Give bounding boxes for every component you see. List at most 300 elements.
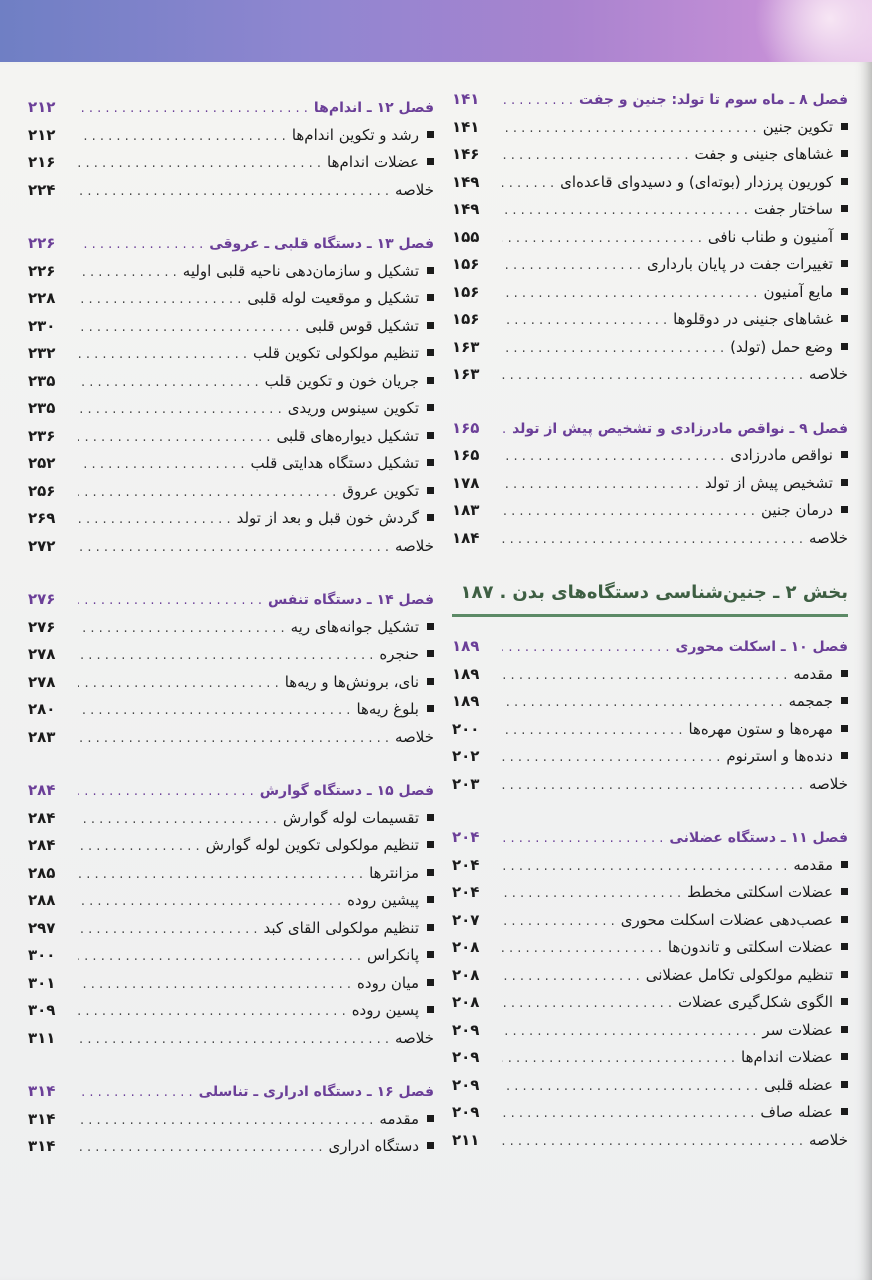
toc-entry bbox=[452, 525, 848, 553]
entry-title: بلوغ ریه‌ها bbox=[356, 700, 419, 718]
entry-title: خلاصه bbox=[808, 528, 848, 547]
toc-entry bbox=[452, 907, 848, 935]
leader-dots bbox=[502, 526, 803, 554]
page-number: ۱۶۵ bbox=[452, 418, 480, 437]
toc-entry bbox=[452, 716, 848, 744]
square-bullet-icon bbox=[427, 459, 434, 466]
toc-entry bbox=[452, 306, 848, 334]
square-bullet-icon bbox=[841, 1053, 848, 1060]
toc-entry bbox=[28, 368, 434, 396]
toc-entry bbox=[452, 962, 848, 990]
page-number: ۱۴۱ bbox=[452, 117, 480, 136]
entry-title: تشخیص پیش از تولد bbox=[704, 473, 833, 492]
entry-title: تشکیل دیواره‌های قلبی bbox=[276, 426, 419, 445]
entry-title: عضلات اندام‌ها bbox=[741, 1048, 833, 1066]
leader-dots bbox=[502, 87, 573, 115]
chapter-8 bbox=[452, 86, 848, 389]
square-bullet-icon bbox=[427, 349, 434, 356]
page-number: ۲۰۴ bbox=[452, 883, 480, 901]
entry-title: تکوین جنین bbox=[762, 117, 833, 136]
item-list bbox=[28, 1106, 434, 1161]
leader-dots bbox=[78, 1079, 193, 1107]
toc-entry bbox=[452, 470, 848, 498]
entry-title: جریان خون و تکوین قلب bbox=[264, 371, 419, 390]
page-number: ۲۳۰ bbox=[28, 316, 56, 335]
page-number: ۲۳۵ bbox=[28, 399, 56, 417]
page-number: ۱۸۳ bbox=[452, 501, 480, 519]
page-number: ۲۰۸ bbox=[452, 938, 480, 956]
toc-entry bbox=[452, 852, 848, 880]
toc-entry bbox=[28, 915, 434, 943]
chapter-heading bbox=[28, 230, 434, 258]
toc-entry bbox=[452, 989, 848, 1017]
leader-dots bbox=[502, 335, 724, 363]
leader-dots bbox=[78, 178, 389, 206]
item-list bbox=[452, 661, 848, 799]
entry-title: پانکراس bbox=[367, 946, 419, 964]
square-bullet-icon bbox=[427, 623, 434, 630]
entry-title: تغییرات جفت در پایان بارداری bbox=[647, 255, 833, 273]
entry-title: ساختار جفت bbox=[753, 200, 833, 218]
square-bullet-icon bbox=[427, 924, 434, 931]
cover-glow bbox=[732, 0, 872, 62]
page-number: ۱۵۶ bbox=[452, 310, 480, 328]
leader-dots bbox=[78, 123, 286, 151]
item-list bbox=[28, 258, 434, 561]
toc-entry bbox=[452, 688, 848, 716]
square-bullet-icon bbox=[427, 814, 434, 821]
page-number: ۲۷۸ bbox=[28, 645, 56, 663]
toc-entry bbox=[28, 860, 434, 888]
page-number: ۲۶۹ bbox=[28, 509, 56, 527]
leader-dots bbox=[502, 170, 554, 198]
page-number: ۱۶۳ bbox=[452, 365, 480, 383]
square-bullet-icon bbox=[841, 178, 848, 185]
page-number: ۱۸۹ bbox=[452, 637, 480, 655]
entry-title: تشکیل و سازمان‌دهی ناحیه قلبی اولیه bbox=[182, 261, 419, 280]
entry-title: مقدمه bbox=[793, 664, 833, 683]
square-bullet-icon bbox=[427, 705, 434, 712]
page-number: ۲۷۶ bbox=[28, 590, 56, 608]
chapter-heading bbox=[452, 633, 848, 661]
leader-dots bbox=[78, 396, 282, 424]
leader-dots bbox=[502, 825, 663, 853]
leader-dots bbox=[78, 943, 361, 971]
toc-entry bbox=[452, 442, 848, 470]
entry-title: خلاصه bbox=[394, 727, 434, 746]
leader-dots bbox=[78, 341, 247, 369]
item-list bbox=[452, 442, 848, 552]
leader-dots bbox=[502, 744, 720, 772]
square-bullet-icon bbox=[427, 896, 434, 903]
toc-right-column bbox=[452, 86, 848, 1180]
leader-dots bbox=[78, 697, 350, 725]
entry-title: نواقص مادرزادی bbox=[730, 446, 833, 464]
page-number: ۱۵۵ bbox=[452, 227, 480, 246]
page-number: ۲۸۴ bbox=[28, 836, 56, 854]
page-number: ۲۸۵ bbox=[28, 863, 56, 882]
toc-left-column bbox=[28, 94, 434, 1187]
part-separator: . bbox=[499, 582, 507, 603]
toc-entry bbox=[452, 361, 848, 389]
page-number: ۱۷۸ bbox=[452, 473, 480, 492]
leader-dots bbox=[502, 1100, 754, 1128]
square-bullet-icon bbox=[427, 1142, 434, 1149]
page-number: ۲۸۴ bbox=[28, 808, 56, 827]
square-bullet-icon bbox=[427, 514, 434, 521]
leader-dots bbox=[502, 252, 641, 280]
toc-entry bbox=[28, 724, 434, 752]
entry-title: مقدمه bbox=[379, 1109, 419, 1128]
toc-entry bbox=[28, 1025, 434, 1053]
item-list bbox=[452, 852, 848, 1155]
item-list bbox=[28, 614, 434, 752]
part-title: بخش ۲ ـ جنین‌شناسی دستگاه‌های بدن bbox=[512, 582, 848, 603]
square-bullet-icon bbox=[427, 678, 434, 685]
leader-dots bbox=[502, 280, 757, 308]
chapter-heading bbox=[28, 1078, 434, 1106]
leader-dots bbox=[502, 634, 669, 662]
page-number: ۲۰۴ bbox=[452, 828, 480, 846]
square-bullet-icon bbox=[841, 315, 848, 322]
entry-title: مهره‌ها و ستون مهره‌ها bbox=[688, 719, 833, 738]
leader-dots bbox=[502, 197, 748, 225]
chapter-heading bbox=[452, 86, 848, 114]
square-bullet-icon bbox=[427, 404, 434, 411]
entry-title: الگوی شکل‌گیری عضلات bbox=[678, 993, 833, 1011]
square-bullet-icon bbox=[841, 150, 848, 157]
entry-title: خلاصه bbox=[394, 536, 434, 555]
page-number: ۲۰۸ bbox=[452, 965, 480, 984]
page-number: ۲۷۲ bbox=[28, 536, 56, 555]
page-number: ۱۴۶ bbox=[452, 145, 480, 163]
toc-entry bbox=[28, 942, 434, 970]
square-bullet-icon bbox=[427, 1115, 434, 1122]
toc-entry bbox=[28, 313, 434, 341]
square-bullet-icon bbox=[841, 1081, 848, 1088]
square-bullet-icon bbox=[427, 267, 434, 274]
page-number: ۲۱۲ bbox=[28, 125, 56, 144]
chapter-heading bbox=[28, 777, 434, 805]
toc-entry bbox=[452, 879, 848, 907]
page-number: ۲۳۵ bbox=[28, 371, 56, 390]
square-bullet-icon bbox=[841, 205, 848, 212]
chapter-title: فصل ۱۶ ـ دستگاه ادراری ـ تناسلی bbox=[198, 1084, 434, 1100]
chapter-heading bbox=[452, 824, 848, 852]
toc-entry bbox=[28, 478, 434, 506]
toc-entry bbox=[28, 423, 434, 451]
page-number: ۳۰۰ bbox=[28, 946, 56, 964]
entry-title: تشکیل قوس قلبی bbox=[305, 316, 419, 335]
entry-title: تنظیم مولکولی تکوین قلب bbox=[253, 344, 419, 362]
square-bullet-icon bbox=[427, 158, 434, 165]
page-number: ۲۰۰ bbox=[452, 719, 480, 738]
toc-entry bbox=[452, 1044, 848, 1072]
page-number: ۱۴۹ bbox=[452, 200, 480, 218]
chapter-title: فصل ۹ ـ نواقص مادرزادی و تشخیص پیش از تولد bbox=[512, 420, 848, 437]
page-number: ۲۹۷ bbox=[28, 918, 56, 937]
toc-entry bbox=[452, 771, 848, 799]
page-number: ۱۵۶ bbox=[452, 282, 480, 301]
toc-entry bbox=[28, 285, 434, 313]
square-bullet-icon bbox=[841, 233, 848, 240]
page-number: ۲۷۸ bbox=[28, 672, 56, 691]
leader-dots bbox=[78, 971, 351, 999]
leader-dots bbox=[78, 1134, 323, 1162]
leader-dots bbox=[78, 998, 346, 1026]
page-number: ۳۱۴ bbox=[28, 1082, 56, 1100]
chapter-11 bbox=[452, 824, 848, 1154]
toc-entry bbox=[28, 696, 434, 724]
page-number: ۱۶۳ bbox=[452, 337, 480, 356]
leader-dots bbox=[78, 150, 321, 178]
entry-title: میان روده bbox=[357, 973, 419, 992]
toc-entry bbox=[452, 279, 848, 307]
entry-title: غشاهای جنینی و جفت bbox=[694, 145, 833, 163]
leader-dots bbox=[502, 990, 672, 1018]
toc-entry bbox=[452, 224, 848, 252]
leader-dots bbox=[502, 471, 699, 499]
leader-dots bbox=[78, 833, 200, 861]
entry-title: درمان جنین bbox=[760, 501, 833, 519]
entry-title: تکوین عروق bbox=[342, 481, 419, 500]
leader-dots bbox=[502, 1045, 735, 1073]
page-number: ۲۲۶ bbox=[28, 261, 56, 280]
entry-title: نای، برونش‌ها و ریه‌ها bbox=[284, 672, 419, 691]
page-number: ۲۰۹ bbox=[452, 1075, 480, 1094]
leader-dots bbox=[78, 615, 285, 643]
entry-title: تقسیمات لوله گوارش bbox=[282, 808, 419, 827]
leader-dots bbox=[502, 1018, 756, 1046]
leader-dots bbox=[78, 259, 177, 287]
leader-dots bbox=[502, 1073, 758, 1101]
leader-dots bbox=[78, 587, 262, 615]
chapter-title: فصل ۱۲ ـ اندام‌ها bbox=[313, 100, 434, 116]
leader-dots bbox=[502, 1128, 803, 1156]
toc-entry bbox=[452, 251, 848, 279]
square-bullet-icon bbox=[841, 916, 848, 923]
entry-title: خلاصه bbox=[808, 365, 848, 383]
chapter-13 bbox=[28, 230, 434, 560]
leader-dots bbox=[502, 717, 682, 745]
toc-entry bbox=[452, 169, 848, 197]
page-number: ۲۸۳ bbox=[28, 727, 56, 746]
page-number: ۲۲۸ bbox=[28, 289, 56, 307]
chapter-title: فصل ۱۳ ـ دستگاه قلبی ـ عروقی bbox=[209, 236, 434, 252]
toc-entry bbox=[28, 669, 434, 697]
square-bullet-icon bbox=[841, 888, 848, 895]
entry-title: خلاصه bbox=[808, 1130, 848, 1149]
page-number: ۳۱۴ bbox=[28, 1109, 56, 1128]
leader-dots bbox=[78, 725, 389, 753]
leader-dots bbox=[78, 534, 389, 562]
square-bullet-icon bbox=[841, 123, 848, 130]
leader-dots bbox=[78, 1107, 373, 1135]
chapter-heading bbox=[28, 586, 434, 614]
leader-dots bbox=[502, 498, 755, 526]
page-number: ۱۴۱ bbox=[452, 90, 480, 108]
square-bullet-icon bbox=[841, 343, 848, 350]
leader-dots bbox=[502, 307, 667, 335]
chapter-9 bbox=[452, 415, 848, 553]
leader-dots bbox=[502, 908, 615, 936]
leader-dots bbox=[78, 1026, 389, 1054]
leader-dots bbox=[502, 416, 506, 444]
square-bullet-icon bbox=[427, 1006, 434, 1013]
toc-entry bbox=[452, 497, 848, 525]
square-bullet-icon bbox=[841, 943, 848, 950]
chapter-title: فصل ۱۱ ـ دستگاه عضلانی bbox=[669, 830, 848, 846]
toc-entry bbox=[28, 177, 434, 205]
leader-dots bbox=[78, 231, 203, 259]
entry-title: خلاصه bbox=[394, 1028, 434, 1047]
entry-title: مقدمه bbox=[793, 855, 833, 874]
toc-entry bbox=[28, 1106, 434, 1134]
page-number: ۳۱۴ bbox=[28, 1137, 56, 1155]
toc-entry bbox=[452, 934, 848, 962]
square-bullet-icon bbox=[427, 487, 434, 494]
toc-entry bbox=[28, 970, 434, 998]
toc-entry bbox=[28, 450, 434, 478]
toc-entry bbox=[452, 661, 848, 689]
page-number: ۲۰۷ bbox=[452, 910, 480, 929]
part-page-number: ۱۸۷ bbox=[460, 582, 494, 603]
chapter-15 bbox=[28, 777, 434, 1052]
item-list bbox=[28, 122, 434, 205]
page-number: ۲۰۹ bbox=[452, 1103, 480, 1121]
entry-title: عضله صاف bbox=[760, 1103, 833, 1121]
leader-dots bbox=[78, 451, 244, 479]
leader-dots bbox=[502, 362, 803, 390]
entry-title: غشاهای جنینی در دوقلوها bbox=[673, 310, 833, 328]
page-number: ۲۱۲ bbox=[28, 98, 56, 116]
leader-dots bbox=[78, 479, 336, 507]
leader-dots bbox=[78, 506, 231, 534]
toc-page bbox=[0, 62, 872, 1280]
entry-title: عضلات اندام‌ها bbox=[327, 153, 419, 171]
toc-entry bbox=[28, 533, 434, 561]
leader-dots bbox=[502, 935, 662, 963]
page-number: ۲۰۳ bbox=[452, 774, 480, 793]
leader-dots bbox=[502, 115, 757, 143]
chapter-12 bbox=[28, 94, 434, 204]
entry-title: دنده‌ها و استرنوم bbox=[726, 747, 833, 765]
toc-entry bbox=[452, 743, 848, 771]
toc-entry bbox=[28, 1133, 434, 1161]
toc-entry bbox=[28, 805, 434, 833]
entry-title: تکوین سینوس وریدی bbox=[287, 399, 419, 417]
leader-dots bbox=[78, 778, 254, 806]
entry-title: مزانترها bbox=[369, 863, 419, 882]
page-number: ۲۰۲ bbox=[452, 747, 480, 765]
entry-title: رشد و تکوین اندام‌ها bbox=[291, 125, 419, 144]
toc-entry bbox=[28, 395, 434, 423]
leader-dots bbox=[78, 642, 373, 670]
leader-dots bbox=[502, 880, 681, 908]
chapter-16 bbox=[28, 1078, 434, 1161]
leader-dots bbox=[502, 142, 688, 170]
page-number: ۲۸۰ bbox=[28, 700, 56, 718]
square-bullet-icon bbox=[427, 294, 434, 301]
toc-entry bbox=[28, 614, 434, 642]
toc-entry bbox=[28, 641, 434, 669]
entry-title: عضله قلبی bbox=[764, 1075, 833, 1094]
square-bullet-icon bbox=[841, 725, 848, 732]
page-number: ۲۸۴ bbox=[28, 781, 56, 799]
page-number: ۲۱۶ bbox=[28, 153, 56, 171]
leader-dots bbox=[78, 670, 279, 698]
page-number: ۳۱۱ bbox=[28, 1028, 56, 1047]
entry-title: عضلات اسکلتی و تاندون‌ها bbox=[667, 938, 833, 956]
chapter-title: فصل ۸ ـ ماه سوم تا تولد: جنین و جفت bbox=[579, 92, 848, 108]
toc-entry bbox=[452, 1127, 848, 1155]
page-number: ۳۰۹ bbox=[28, 1001, 56, 1019]
page-number: ۲۸۸ bbox=[28, 891, 56, 909]
chapter-title: فصل ۱۰ ـ اسکلت محوری bbox=[675, 639, 848, 655]
entry-title: جمجمه bbox=[788, 692, 833, 710]
toc-entry bbox=[452, 1099, 848, 1127]
part-heading bbox=[452, 578, 848, 617]
entry-title: تشکیل جوانه‌های ریه bbox=[290, 617, 419, 636]
toc-entry bbox=[28, 505, 434, 533]
leader-dots bbox=[502, 853, 787, 881]
square-bullet-icon bbox=[841, 971, 848, 978]
entry-title: تشکیل و موقعیت لوله قلبی bbox=[247, 289, 419, 307]
square-bullet-icon bbox=[427, 432, 434, 439]
leader-dots bbox=[78, 286, 241, 314]
entry-title: آمنیون و طناب نافی bbox=[707, 227, 833, 246]
square-bullet-icon bbox=[841, 1026, 848, 1033]
entry-title: تنظیم مولکولی تکامل عضلانی bbox=[645, 965, 833, 984]
chapter-10 bbox=[452, 633, 848, 798]
entry-title: مایع آمنیون bbox=[763, 282, 833, 301]
toc-entry bbox=[452, 114, 848, 142]
page-number: ۲۵۶ bbox=[28, 481, 56, 500]
leader-dots bbox=[78, 314, 299, 342]
page-number: ۱۸۹ bbox=[452, 664, 480, 683]
page-number: ۲۵۲ bbox=[28, 454, 56, 472]
toc-entry bbox=[452, 196, 848, 224]
item-list bbox=[28, 805, 434, 1053]
square-bullet-icon bbox=[427, 979, 434, 986]
page-number: ۱۵۶ bbox=[452, 255, 480, 273]
leader-dots bbox=[502, 662, 787, 690]
chapter-title: فصل ۱۵ ـ دستگاه گوارش bbox=[259, 783, 434, 799]
leader-dots bbox=[78, 95, 308, 123]
page-number: ۲۰۴ bbox=[452, 855, 480, 874]
square-bullet-icon bbox=[427, 322, 434, 329]
entry-title: کوریون پرزدار (بوته‌ای) و دسیدوای قاعده‌ای bbox=[560, 172, 833, 191]
entry-title: عضلات سر bbox=[762, 1020, 833, 1039]
page-number: ۲۷۶ bbox=[28, 617, 56, 636]
page-number: ۲۰۸ bbox=[452, 993, 480, 1011]
entry-title: گردش خون قبل و بعد از تولد bbox=[236, 509, 419, 527]
page-number: ۲۳۶ bbox=[28, 426, 56, 445]
chapter-heading bbox=[28, 94, 434, 122]
toc-entry bbox=[452, 1017, 848, 1045]
square-bullet-icon bbox=[841, 288, 848, 295]
chapter-heading bbox=[452, 415, 848, 443]
leader-dots bbox=[502, 225, 702, 253]
square-bullet-icon bbox=[841, 670, 848, 677]
toc-entry bbox=[28, 832, 434, 860]
chapter-title: فصل ۱۴ ـ دستگاه تنفس bbox=[267, 592, 434, 608]
cover-gradient-band bbox=[0, 0, 872, 62]
toc-entry bbox=[28, 122, 434, 150]
page-number: ۱۴۹ bbox=[452, 172, 480, 191]
square-bullet-icon bbox=[841, 998, 848, 1005]
page-number: ۲۲۶ bbox=[28, 234, 56, 252]
